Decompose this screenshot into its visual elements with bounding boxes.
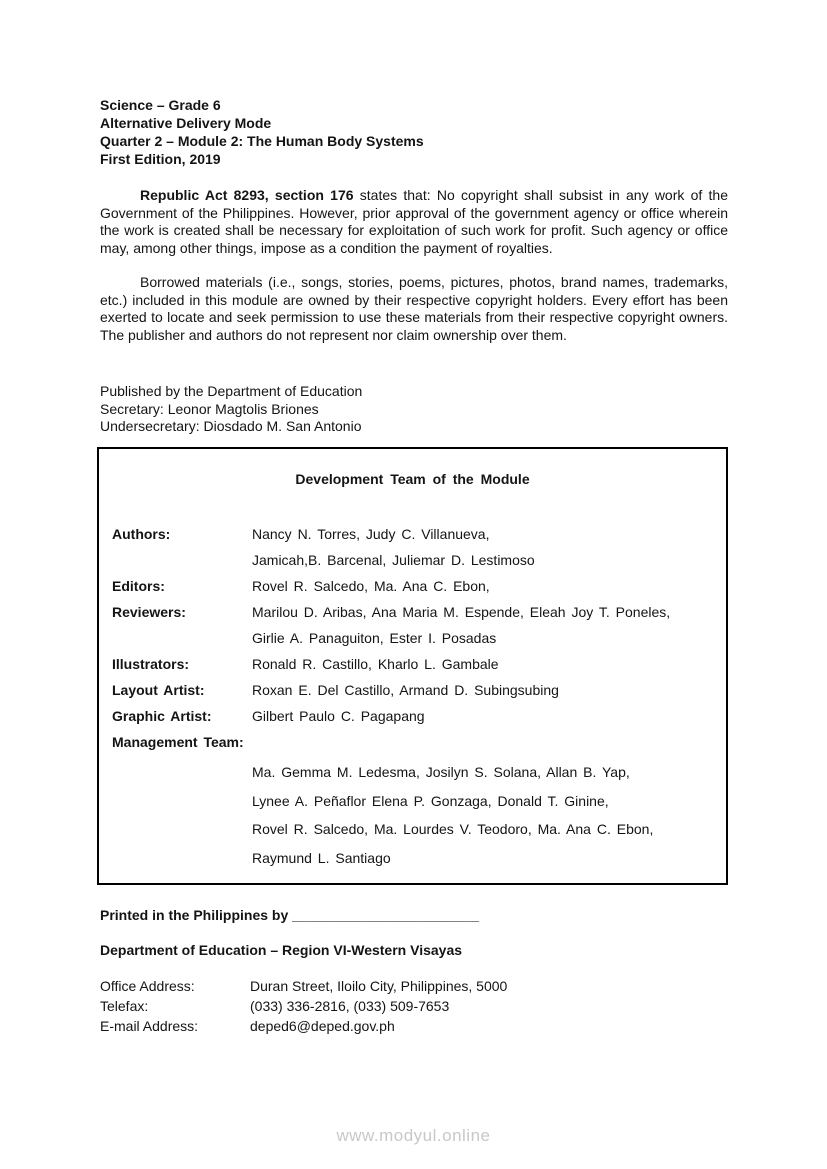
team-name-line: Girlie A. Panaguiton, Ester I. Posadas: [252, 630, 497, 646]
team-row-illustrators: [112, 651, 713, 677]
secretary-line: Secretary: Leonor Magtolis Briones: [100, 400, 319, 417]
team-row-value: [252, 521, 713, 573]
publisher-block: [100, 383, 728, 436]
deped-region-line: Department of Education – Region VI-Western Visayas: [100, 942, 463, 958]
header-line-edition: First Edition, 2019: [100, 151, 221, 167]
contact-value: Duran Street, Iloilo City, Philippines, 5000: [250, 978, 508, 994]
undersecretary-line: Undersecretary: Diosdado M. San Antonio: [100, 418, 362, 434]
header-line-mode: Alternative Delivery Mode: [100, 115, 272, 131]
team-name-line: Lynee A. Peñaflor Elena P. Gonzaga, Donald T. Ginine,: [252, 792, 609, 809]
copyright-paragraph-1-text: states that: No copyright shall subsist in any work of the Government of the Philippines. However, prior approval of the government agency or office wherein the work is created shall be necessary for exploitation of such work for profit. Such agency or office may, among other things, impose as a condition the payment of royalties.: [100, 187, 728, 256]
team-row-label: Reviewers:: [112, 604, 186, 620]
module-header: [100, 96, 728, 168]
team-name-line: Nancy N. Torres, Judy C. Villanueva,: [252, 526, 490, 542]
contact-value: deped6@deped.gov.ph: [250, 1018, 395, 1034]
team-name-line: Ma. Gemma M. Ledesma, Josilyn S. Solana, Allan B. Yap,: [252, 764, 630, 780]
contact-block: [100, 976, 728, 1036]
team-name-line: Ronald R. Castillo, Kharlo L. Gambale: [252, 656, 499, 672]
republic-act-lead: Republic Act 8293, section 176: [140, 187, 354, 203]
contact-row-telefax: [100, 996, 728, 1016]
team-name-line: Roxan E. Del Castillo, Armand D. Subingsubing: [252, 682, 559, 698]
development-team-box: [97, 447, 728, 885]
header-line-module-title: Quarter 2 – Module 2: The Human Body Systems: [100, 133, 424, 149]
development-team-title: Development Team of the Module: [295, 471, 530, 487]
contact-row-office-address: [100, 976, 728, 996]
team-row-label: Illustrators:: [112, 656, 190, 672]
team-name-line: Rovel R. Salcedo, Ma. Lourdes V. Teodoro, Ma. Ana C. Ebon,: [252, 821, 654, 837]
contact-value: (033) 336-2816, (033) 509-7653: [250, 998, 450, 1014]
published-by-line: Published by the Department of Education: [100, 383, 363, 399]
team-row-label: Editors:: [112, 578, 165, 594]
team-row-graphic-artist: [112, 703, 713, 729]
printer-blank-line: ________________________: [292, 907, 480, 923]
printed-in-philippines-line: [100, 907, 728, 923]
team-row-authors: [112, 521, 713, 573]
copyright-paragraph-2: Borrowed materials (i.e., songs, stories, poems, pictures, photos, brand names, trademarks, etc.) included in this module are owned by their respective copyright holders. Every effort has been exerted to locate and seek permission to use these materials from their respective copyright owners. The publisher and authors do not represent nor claim ownership over them.: [100, 274, 728, 343]
team-name-line: Rovel R. Salcedo, Ma. Ana C. Ebon,: [252, 578, 490, 594]
team-row-value: [252, 677, 713, 703]
contact-label: Office Address:: [100, 978, 195, 994]
team-name-line: Jamicah,B. Barcenal, Juliemar D. Lestimoso: [252, 552, 535, 568]
team-row-reviewers: [112, 599, 713, 651]
contact-row-email: [100, 1016, 728, 1036]
site-watermark: www.modyul.online: [336, 1126, 491, 1145]
team-row-value: [252, 599, 713, 651]
printed-in-philippines-text: Printed in the Philippines by: [100, 907, 293, 923]
contact-label: E-mail Address:: [100, 1018, 199, 1034]
team-row-label: Authors:: [112, 526, 171, 542]
team-row-value: [252, 703, 713, 729]
team-name-line: Marilou D. Aribas, Ana Maria M. Espende, Eleah Joy T. Poneles,: [252, 604, 671, 620]
team-row-label: Layout Artist:: [112, 682, 205, 698]
team-row-value: [252, 573, 713, 599]
team-name-line: Raymund L. Santiago: [252, 849, 391, 866]
team-row-layout-artist: [112, 677, 713, 703]
team-row-editors: [112, 573, 713, 599]
contact-label: Telefax:: [100, 998, 149, 1014]
management-team-names: [252, 758, 713, 872]
team-name-line: Gilbert Paulo C. Pagapang: [252, 708, 425, 724]
management-team-label: Management Team:: [112, 734, 244, 750]
team-row-label: Graphic Artist:: [112, 708, 212, 724]
copyright-paragraph-1: [100, 187, 728, 257]
team-row-value: [252, 651, 713, 677]
header-line-subject: Science – Grade 6: [100, 97, 221, 113]
